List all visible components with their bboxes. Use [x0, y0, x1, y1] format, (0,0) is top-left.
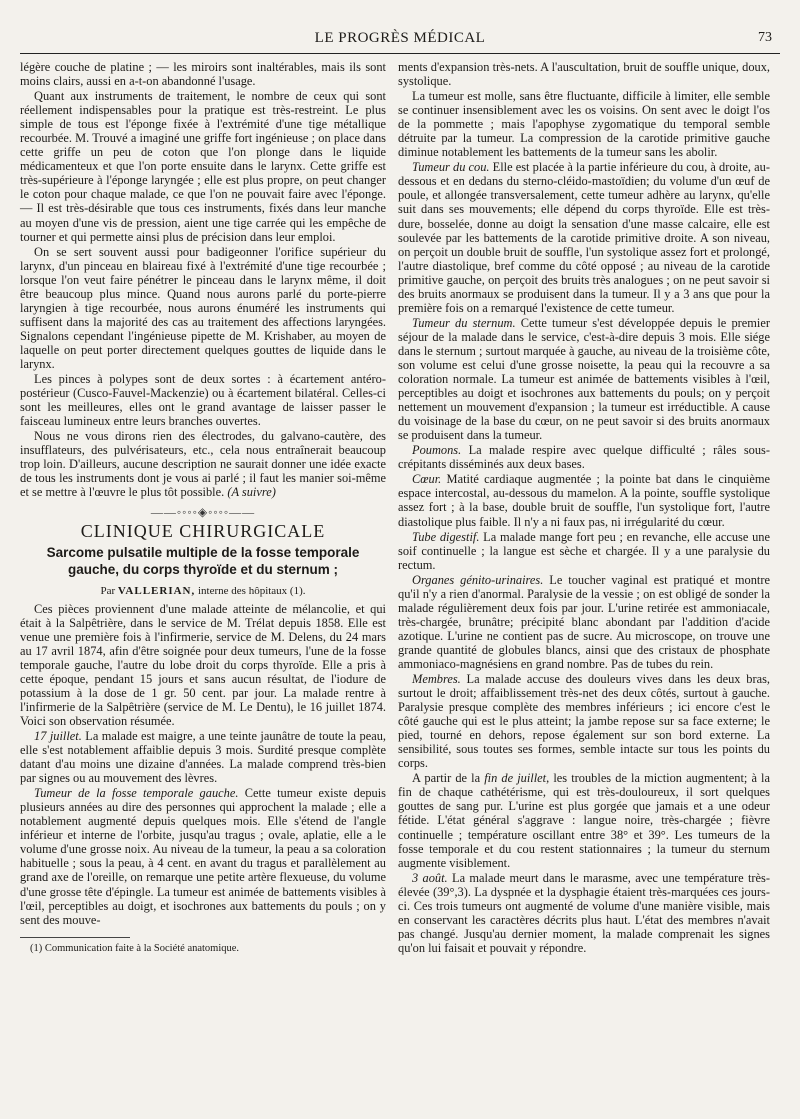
paragraph: ments d'expansion très-nets. A l'auscultation, bruit de souffle unique, doux, systolique. [398, 60, 770, 89]
paragraph [20, 786, 386, 926]
page-number: 73 [758, 30, 772, 45]
subsection-label: Tube digestif. [412, 529, 480, 544]
paragraph [20, 729, 386, 785]
to-be-continued: (A suivre) [227, 485, 276, 500]
paragraph [398, 672, 770, 770]
paragraph-text: Le toucher vaginal est pratiqué et montre qu'il n'y a rien d'anormal. Paralysie de la vessie ; on est obligé de sonder la malade régulièrement deux fois par jour. L'urine retirée est ammoniacale, très-chargée, brunâtre; précipité blanc abondant par l'addition d'acide azotique. L'urine ne contient pas de sucre. Au microscope, on trouve une grande quantité de globules blancs, ainsi que des cristaux de phosphate ammoniaco-magnésiens en grand nombre. Pas de tubes du rein. [398, 572, 770, 671]
paragraph-text: Cette tumeur existe depuis plusieurs années au dire des personnes qui approchent la malade ; elle a notablement augmenté depuis quelques mois. Elle s'étend de l'angle inférieur et interne de l'orbite, jusqu'au tragus ; ovale, aplatie, elle a le volume d'une grosse noix. Au niveau de la tumeur, la peau a sa coloration habituelle ; sous la peau, à 4 cent. en avant du tragus et parallèlement au grand axe de l'oreille, on remarque une petite artère flexueuse, du volume d'une grosse tête d'épingle. La tumeur est animée de battements visibles à l'œil, perceptibles au doigt, et isochrones aux battements du pouls ; on y sent des mouve- [20, 786, 386, 927]
byline [20, 584, 386, 598]
right-column [398, 60, 770, 955]
paragraph [398, 871, 770, 955]
subsection-label: Tumeur du sternum. [412, 315, 516, 330]
subsection-label: Tumeur du cou. [412, 160, 490, 175]
paragraph: On se sert souvent aussi pour badigeonner l'orifice supérieur du larynx, d'un pinceau en blaireau fixé à l'extrémité d'une tige recourbée ; lorsque l'on veut faire pénétrer le pinceau dans le larynx même, il doit être beaucoup plus mince. Quand nous aurons parlé du porte-pierre laryngien à tige recourbée, nous aurons énuméré les instruments qui suffisent dans la majorité des cas au traitement des affections laryngées. Signalons cependant l'ingénieuse pipette de M. Krishaber, au moyen de laquelle on peut porter directement quelques gouttes de liquide dans le larynx. [20, 244, 386, 371]
paragraph-text: La malade meurt dans le marasme, avec une température très-élevée (39°,3). La dyspnée et la dysphagie étaient très-marquées ces jours-ci. Ces trois tumeurs ont augmenté de volume d'une manière visible, mais en conservant les caractères décrits plus haut. L'état des membres n'avait pas changé. Jusqu'au dernier moment, la malade comprenait les signes qu'on lui faisait et pouvait y répondre. [398, 870, 771, 955]
section-divider-ornament: ——◦◦◦◦◈◦◦◦◦—— [150, 505, 256, 520]
paragraph [398, 472, 770, 528]
paragraph [20, 429, 386, 499]
paragraph-text: La malade respire avec quelque difficulté ; râles sous-crépitants disséminés aux deux bases. [398, 443, 770, 472]
paragraph: légère couche de platine ; — les miroirs sont inaltérables, mais ils sont moins clairs, aussi en a-t-on abandonné l'usage. [20, 60, 386, 89]
section-title: CLINIQUE CHIRURGICALE [80, 520, 326, 541]
paragraph-text: A partir de la [412, 771, 485, 786]
paragraph: Quant aux instruments de traitement, le nombre de ceux qui sont réellement indispensables pour la pratique est très-restreint. Le plus simple de tous est l'éponge fixée à l'extrémité d'une tige métallique recourbée. M. Trouvé a imaginé une griffe fort ingénieuse ; on place dans cette griffe un peu de coton que l'on plonge dans le liquide médicamenteux et que l'on porte ensuite dans le larynx. Cette griffe est très-supérieure à l'éponge laryngée ; elle est plus propre, on peut changer le coton pour chaque malade, ce que l'on ne pouvait faire avec l'éponge. — Il est très-désirable que tous ces instruments, fixés dans leur manche au moyen d'une vis de pression, aient une tige carrée qui les empêche de tourner et qui permette ainsi plus de précision dans leur emploi. [20, 89, 386, 244]
subsection-label: Organes génito-urinaires. [412, 572, 544, 587]
paragraph-text: La malade est maigre, a une teinte jaunâtre de toute la peau, elle s'est notablement affaiblie depuis 3 mois. Surdité presque complète datant d'au moins une dizaine d'années. La malade comprend très-bien par signes ou au mouvement des lèvres. [20, 729, 386, 786]
paragraph: Les pinces à polypes sont de deux sortes : à écartement antéro-postérieur (Cusco-Fauvel-Mackenzie) ou à écartement bilatéral. Celles-ci sont les meilleures, elles ont le grand avantage de laisser passer le faisceau lumineux entre leurs branches ouvertes. [20, 372, 386, 429]
left-column [20, 60, 386, 956]
footnote-rule [20, 937, 130, 938]
paragraph-text: Matité cardiaque augmentée ; la pointe bat dans le cinquième espace intercostal, au-dessous du mamelon. A la pointe, souffle systolique assez fort ; à la base, double bruit de souffle, l'un systolique fort, l'autre diastolique plus faible. Il n'y a ni faux pas, ni irrégularité du cœur. [398, 472, 770, 529]
subsection-label: Membres. [412, 672, 461, 687]
paragraph [398, 443, 770, 471]
paragraph [398, 771, 770, 869]
paragraph-text: Nous ne vous dirons rien des électrodes, du galvano-cautère, des insufflateurs, des pulvérisateurs, etc., cela nous entraînerait beaucoup trop loin. D'ailleurs, aucune description ne saurait donner une idée exacte de tous les instruments dont je vous ai parlé ; il faut les manier soi-même et se mettre à l'œuvre le plus tôt possible. [20, 429, 386, 500]
paragraph [398, 316, 770, 442]
journal-title: LE PROGRÈS MÉDICAL [314, 30, 486, 46]
paragraph-text: Elle est placée à la partie inférieure du cou, à droite, au-dessous et en dedans du sterno-cléido-mastoïdien; du volume d'un œuf de poule, et allongée transversalement, cette tumeur adhère au larynx, qu'elle suit dans ses mouvements; elle dépend du corps thyroïde. Elle est très-dure, bosselée, donne au doigt la sensation d'une masse calcaire, elle est soulevée par les battements de la carotide primitive droite. A son niveau, on perçoit un double bruit de souffle, l'un systolique assez fort et prolongé, l'autre diastolique, bref comme du côté opposé ; au niveau de la carotide primitive gauche, on perçoit des bruits très analogues ; on ne peut savoir si des bruits anormaux se produisent dans la tumeur. Il y a 3 ans que pour la première fois on a remarqué l'existence de cette tumeur. [398, 160, 770, 315]
subsection-label: Poumons. [412, 443, 462, 458]
author-name: VALLERIAN, [117, 584, 196, 597]
date-label: 3 août. [412, 870, 448, 885]
byline-prefix: Par [100, 584, 116, 597]
date-label: 17 juillet. [34, 729, 82, 744]
paragraph-text: Cette tumeur s'est développée depuis le premier séjour de la malade dans le service, c'est-à-dire depuis 3 mois. Elle siége dans le sternum ; surtout marquée à gauche, au niveau de la troisième côte, son volume est celui d'une grosse noisette, la peau qui la recouvre a sa coloration normale. La tumeur est animée de battements visibles à l'œil, perceptibles au doigt et isochrones aux battements du pouls; on y perçoit nettement un mouvement d'expansion ; la tumeur est irréductible. A cause du voisinage de la base du cœur, on ne peut savoir si des bruits anormaux se produisent dans la tumeur. [398, 315, 770, 443]
running-header [20, 30, 780, 54]
paragraph-text: , les troubles de la miction augmentent; à la fin de chaque cathétérisme, qui est très-douloureux, il sort quelques gouttes de sang pur. L'urine est plus gorgée que jamais et a une odeur fétide. L'état général s'aggrave : langue noire, très-chargée ; fièvre continuelle ; température oscillant entre 38° et 39°. Les tumeurs de la fosse temporale et du cou restent stationnaires ; la tumeur du sternum augmente visiblement. [398, 771, 770, 870]
paragraph [398, 530, 770, 572]
paragraph [398, 160, 770, 315]
paragraph: La tumeur est molle, sans être fluctuante, difficile à limiter, elle semble se continuer insensiblement avec les os voisins. On sent avec le doigt l'os de la pommette ; mais l'apophyse zygomatique du temporal semble détruite par la tumeur. La compression de la carotide primitive gauche diminue notablement les battements de la tumeur sans les abolir. [398, 89, 770, 160]
footnote: (1) Communication faite à la Société anatomique. [30, 942, 240, 954]
paragraph: Ces pièces proviennent d'une malade atteinte de mélancolie, et qui était à la Salpêtrière, dans le service de M. Trélat depuis 1858. Elle est venue une première fois à l'infirmerie, service de M. Delens, du 24 mars au 17 avril 1874, afin d'être soignée pour deux tumeurs, l'une de la fosse temporale gauche, l'autre du lobe droit du corps thyroïde. Elle a pris à cette époque, pendant 15 jours et sans aucun résultat, de l'iodure de potassium à la dose de 1 gr. 50 cent. par jour. La malade rentre à l'infirmerie de la Salpêtrière (service de M. Le Dentu), le 16 juillet 1874. Voici son observation résumée. [20, 601, 386, 728]
subsection-label: Tumeur de la fosse temporale gauche. [34, 786, 239, 801]
paragraph [398, 573, 770, 671]
paragraph-text: La malade mange fort peu ; en revanche, elle accuse une soif continuelle ; la langue est sèche et chargée. Il y a une paralysie du rectum. [398, 529, 770, 572]
article-title: Sarcome pulsatile multiple de la fosse temporale gauche, du corps thyroïde et du sternum ; [46, 544, 360, 577]
author-role: interne des hôpitaux (1). [197, 584, 306, 597]
paragraph-text: La malade accuse des douleurs vives dans les deux bras, surtout le droit; affaiblissement très-net des deux côtés, surtout à gauche. Paralysie presque complète des membres inférieurs ; ici encore c'est le côté gauche qui est le plus atteint; la jambe repose sur sa face externe; le pied, tourné en dehors, repose également sur son bord externe. La sensibilité, sous toutes ses formes, semble intacte sur tous les points du corps. [398, 672, 770, 771]
subsection-label: Cœur. [412, 472, 442, 487]
date-label: fin de juillet [484, 771, 547, 786]
header-rule [20, 53, 780, 54]
